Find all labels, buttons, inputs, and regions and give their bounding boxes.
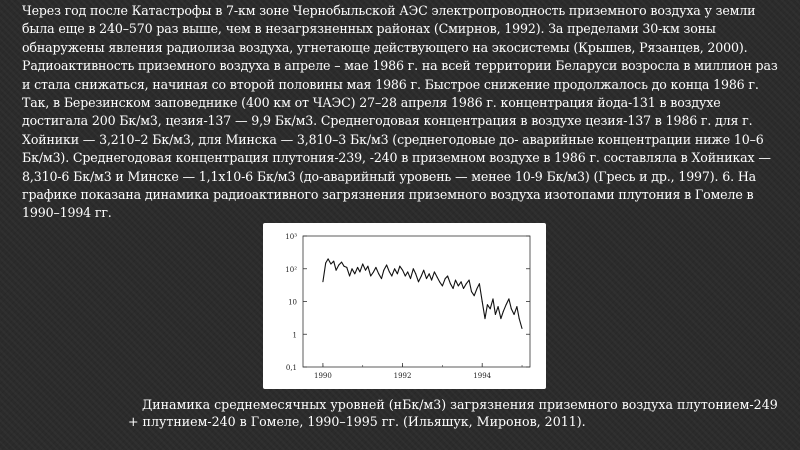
y-tick-label: 10³ — [285, 233, 297, 241]
data-point — [386, 265, 387, 266]
data-point — [370, 276, 371, 277]
data-point — [322, 281, 323, 282]
data-point — [466, 283, 467, 284]
data-point — [362, 264, 363, 265]
data-point — [354, 273, 355, 274]
data-point — [407, 271, 408, 272]
data-point — [373, 271, 374, 272]
data-point — [498, 306, 499, 307]
data-point — [429, 273, 430, 274]
data-point — [413, 268, 414, 269]
data-point — [503, 311, 504, 312]
data-point — [490, 308, 491, 309]
data-point — [485, 318, 486, 319]
x-tick-label: 1994 — [473, 372, 492, 380]
data-point — [352, 268, 353, 269]
data-point — [447, 276, 448, 277]
pu-air-chart — [263, 223, 546, 389]
data-point — [344, 266, 345, 267]
data-point — [469, 280, 470, 281]
data-point — [511, 308, 512, 309]
chart-caption — [128, 396, 778, 430]
data-point — [341, 262, 342, 263]
data-point — [394, 268, 395, 269]
data-point — [474, 295, 475, 296]
data-point — [477, 288, 478, 289]
data-point — [479, 283, 480, 284]
data-point — [346, 267, 347, 268]
data-point — [328, 258, 329, 259]
data-point — [378, 273, 379, 274]
data-point — [458, 285, 459, 286]
data-point — [461, 281, 462, 282]
data-point — [495, 314, 496, 315]
data-point — [445, 278, 446, 279]
data-point — [367, 266, 368, 267]
y-tick-label: 10 — [288, 298, 297, 307]
slide-paragraph: Через год после Катастрофы в 7-км зоне Чернобыльской АЭС электропроводность приземного воздуха у земли была еще в 240–570 раз выше, чем в незагрязненных районах (Смирнов, 1992). За пределами 30-км зоны обнаружены явления радиолиза воздуха, угнетающе действующего на экосистемы (Крышев, Рязанцев, 2000). Радиоактивность приземного воздуха в апреле – мае 1986 г. на всей территории Беларуси возросла в миллион раз и стала снижаться, начиная со второй половины мая 1986 г. Быстрое снижение продолжалось до конца 1986 г. Так, в Березинском заповеднике (400 км от ЧАЭС) 27–28 апреля 1986 г. концентрация йода-131 в воздухе достигала 200 Бк/м3, цезия-137 — 9,9 Бк/м3. Среднегодовая концентрация в воздухе цезия-137 в 1986 г. для г. Хойники — 3,210–2 Бк/м3, для Минска — 3,810–3 Бк/м3 (среднегодовые до- аварийные концентрации ниже 10–6 Бк/м3). Среднегодовая концентрация плутония-239, -240 в приземном воздухе в 1986 г. составляла в Хойниках — 8,310-6 Бк/м3 и Минске — 1,1х10-6 Бк/м3 (до-аварийный уровень — менее 10-9 Бк/м3) (Гресь и др., 1997). 6. На графике показана динамика радиоактивного загрязнения приземного воздуха изотопами плутония в Гомеле в 1990–1994 гг. — [22, 3, 778, 221]
data-point — [410, 278, 411, 279]
data-point — [439, 281, 440, 282]
data-point — [383, 270, 384, 271]
y-tick-label: 10² — [285, 265, 297, 274]
data-point — [500, 318, 501, 319]
data-point — [463, 288, 464, 289]
data-point — [418, 281, 419, 282]
data-point — [423, 270, 424, 271]
series-line — [323, 259, 522, 329]
plot-frame — [303, 236, 530, 367]
data-point — [375, 267, 376, 268]
data-point — [426, 278, 427, 279]
data-point — [519, 318, 520, 319]
data-point — [365, 270, 366, 271]
data-point — [402, 270, 403, 271]
data-point — [514, 314, 515, 315]
data-point — [325, 263, 326, 264]
data-point — [455, 280, 456, 281]
data-point — [338, 265, 339, 266]
data-point — [333, 261, 334, 262]
data-point — [431, 280, 432, 281]
data-point — [493, 298, 494, 299]
data-point — [336, 270, 337, 271]
data-point — [453, 288, 454, 289]
data-point — [506, 304, 507, 305]
data-point — [391, 276, 392, 277]
data-point — [397, 273, 398, 274]
data-point — [357, 267, 358, 268]
data-point — [482, 301, 483, 302]
data-point — [450, 283, 451, 284]
data-point — [349, 276, 350, 277]
x-tick-label: 1992 — [393, 372, 412, 380]
x-tick-label: 1990 — [313, 372, 332, 380]
chart-panel — [263, 223, 546, 389]
data-point — [381, 278, 382, 279]
data-point — [421, 276, 422, 277]
data-point — [442, 285, 443, 286]
data-point — [508, 298, 509, 299]
data-point — [516, 306, 517, 307]
y-tick-label: 1 — [292, 331, 297, 340]
data-point — [330, 264, 331, 265]
data-point — [437, 277, 438, 278]
data-point — [415, 273, 416, 274]
data-point — [434, 271, 435, 272]
data-point — [471, 291, 472, 292]
data-point — [405, 276, 406, 277]
chart-caption-text: Динамика среднемесячных уровней (нБк/м3) загрязнения приземного воздуха плутонием-249 + плутнием-240 в Гомеле, 1990–1995 гг. (Ильяшук, Миронов, 2011). — [128, 397, 778, 429]
data-point — [487, 304, 488, 305]
data-point — [522, 328, 523, 329]
y-tick-label: 0,1 — [285, 364, 297, 372]
data-point — [389, 271, 390, 272]
data-point — [359, 271, 360, 272]
data-point — [399, 266, 400, 267]
